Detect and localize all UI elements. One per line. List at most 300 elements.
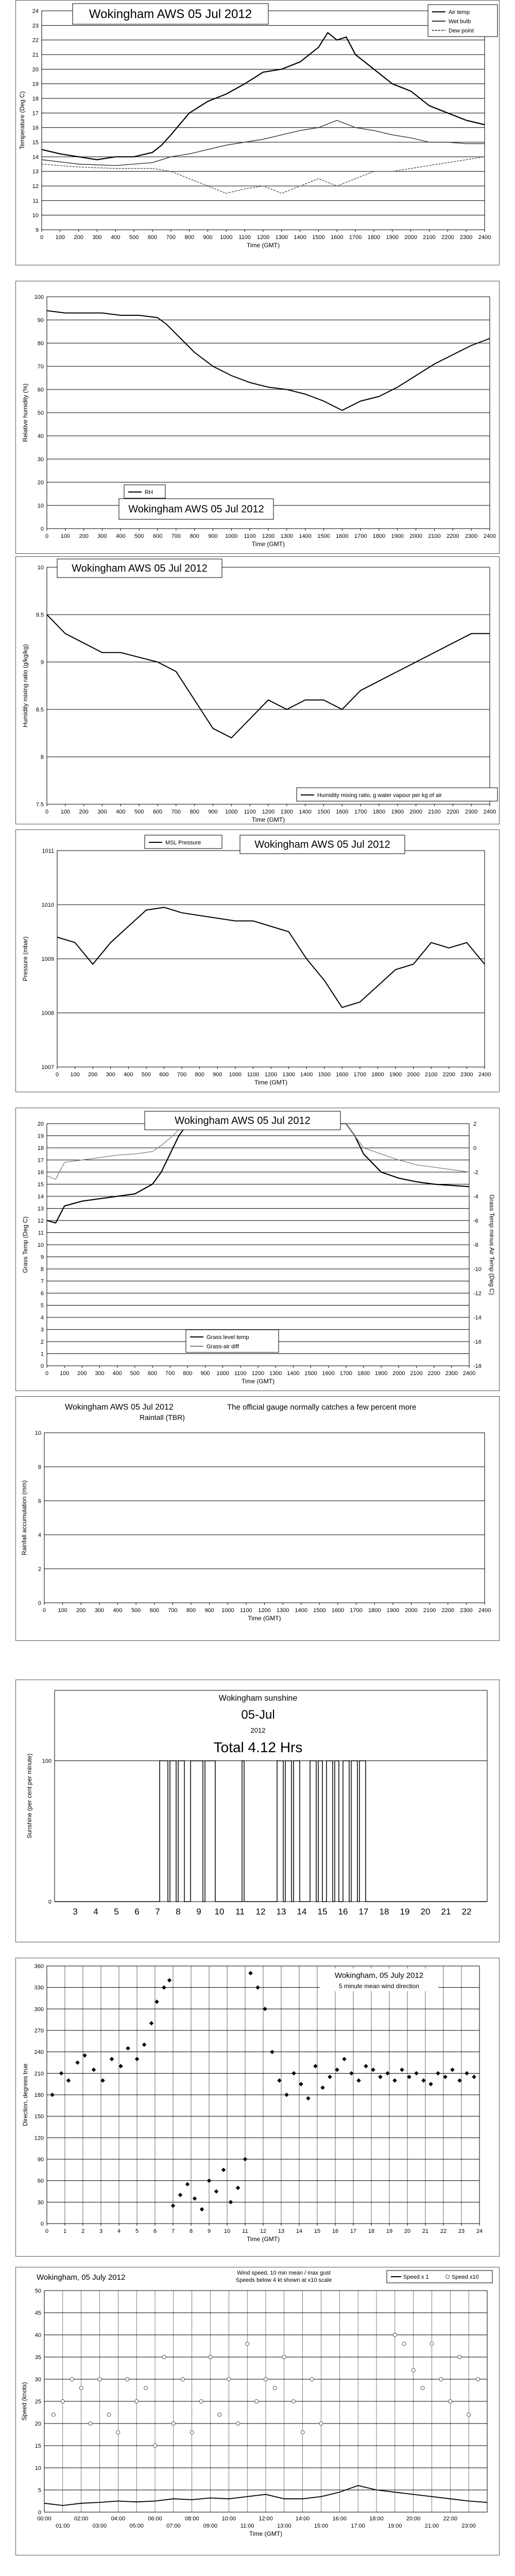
- x-tick-label: 13: [278, 2228, 285, 2234]
- x-tick-label: 100: [55, 234, 65, 241]
- y-tick-label: 0: [40, 526, 44, 532]
- y-tick-label: 120: [34, 2135, 44, 2142]
- x-tick-label: 1800: [372, 809, 386, 815]
- x-tick-label: 200: [76, 1607, 86, 1614]
- y-tick-label: 10: [37, 1242, 44, 1248]
- speed-x10-point: [70, 2378, 74, 2381]
- x-tick-label: 2300: [459, 234, 473, 241]
- y-tick-label: 10: [35, 1430, 41, 1436]
- speed-x10-point: [107, 2413, 111, 2416]
- x-tick-label: 2000: [392, 1370, 405, 1377]
- x-tick-label: 1000: [225, 533, 238, 539]
- speed-x10-point: [162, 2355, 166, 2359]
- x-tick-label: 400: [124, 1072, 133, 1078]
- y-tick-label: 18: [32, 96, 39, 102]
- x-tick-label: 06:00: [148, 2516, 162, 2522]
- x-tick-label: 18: [368, 2228, 375, 2234]
- x-tick-label: 1100: [238, 234, 251, 241]
- y2-tick-label: -16: [473, 1339, 482, 1345]
- y-axis-label: Pressure (mbar): [22, 936, 29, 981]
- x-tick-label: 1700: [354, 533, 367, 539]
- x-tick-label: 2100: [428, 809, 441, 815]
- y-tick-label: 10: [37, 503, 44, 509]
- x-tick-label: 800: [190, 809, 199, 815]
- x-tick-label: 10: [214, 1907, 225, 1917]
- plot-area: [44, 1433, 485, 1603]
- x-tick-label: 0: [45, 1370, 49, 1377]
- x-tick-label: 13: [276, 1907, 286, 1917]
- chart-title: Wokingham AWS 05 Jul 2012: [128, 503, 264, 515]
- x-tick-label: 1600: [331, 1607, 345, 1614]
- speed-x10-point: [449, 2400, 452, 2403]
- y-tick-label: 60: [37, 387, 44, 393]
- x-tick-label: 400: [111, 234, 121, 241]
- x-axis-label: Time (GMT): [251, 816, 285, 823]
- x-tick-label: 2400: [483, 809, 496, 815]
- x-tick-label: 23:00: [461, 2523, 476, 2529]
- x-tick-label: 1000: [221, 1607, 234, 1614]
- legend-entry: Speed x 1: [403, 2274, 429, 2280]
- x-axis-label: Time (GMT): [248, 1615, 281, 1622]
- x-tick-label: 700: [177, 1072, 187, 1078]
- speed-x10-point: [61, 2400, 64, 2403]
- chart-year: 2012: [250, 1726, 266, 1734]
- x-tick-label: 7: [155, 1907, 160, 1917]
- x-tick-label: 1900: [391, 533, 404, 539]
- y2-tick-label: -4: [473, 1194, 478, 1200]
- x-tick-label: 2400: [483, 533, 496, 539]
- rainfall-chart: [15, 1396, 500, 1641]
- x-tick-label: 14:00: [295, 2516, 310, 2522]
- x-tick-label: 700: [171, 809, 181, 815]
- x-tick-label: 6: [153, 2228, 157, 2234]
- x-tick-label: 1300: [276, 1607, 289, 1614]
- mixing-ratio-chart-svg: [16, 557, 500, 825]
- x-tick-label: 12:00: [259, 2516, 273, 2522]
- y-axis-label: Temperature (Deg C): [19, 91, 26, 149]
- sunshine-chart: [15, 1680, 500, 1942]
- y-tick-label: 8: [38, 1464, 41, 1470]
- x-tick-label: 2000: [409, 533, 422, 539]
- x-tick-label: 1300: [280, 809, 294, 815]
- y-tick-label: 5: [40, 1302, 44, 1309]
- x-axis-label: Time (GMT): [249, 2530, 283, 2537]
- speed-x10-point: [144, 2386, 148, 2390]
- y-tick-label: 1009: [41, 956, 54, 962]
- x-tick-label: 03:00: [92, 2523, 107, 2529]
- x-tick-label: 21: [441, 1907, 451, 1917]
- x-tick-label: 08:00: [184, 2516, 199, 2522]
- y-tick-label: 30: [37, 456, 44, 463]
- y-tick-label: 15: [32, 140, 39, 146]
- x-tick-label: 14: [296, 2228, 303, 2234]
- x-tick-label: 1600: [322, 1370, 335, 1377]
- wind-speed-chart: [15, 2267, 500, 2555]
- x-tick-label: 4: [117, 2228, 121, 2234]
- x-tick-label: 09:00: [203, 2523, 218, 2529]
- x-tick-label: 900: [200, 1370, 210, 1377]
- y-tick-label: 9: [40, 1254, 44, 1261]
- x-tick-label: 21:00: [424, 2523, 439, 2529]
- speed-x10-point: [282, 2355, 286, 2359]
- x-tick-label: 500: [129, 234, 139, 241]
- y-tick-label: 1011: [42, 848, 54, 854]
- y-tick-label: 6: [40, 1291, 44, 1297]
- x-tick-label: 13:00: [277, 2523, 291, 2529]
- x-tick-label: 1500: [317, 809, 330, 815]
- x-tick-label: 18:00: [369, 2516, 384, 2522]
- x-tick-label: 22: [461, 1907, 472, 1917]
- x-tick-label: 5: [135, 2228, 139, 2234]
- x-tick-label: 1900: [386, 1607, 400, 1614]
- y-tick-label: 8.5: [36, 707, 44, 713]
- x-tick-label: 11: [242, 2228, 248, 2234]
- x-tick-label: 900: [213, 1072, 222, 1078]
- chart-title: Wokingham AWS 05 Jul 2012: [175, 1115, 311, 1127]
- y-axis-label: Sunshine (per cent per minute): [26, 1753, 33, 1839]
- y-tick-label: 20: [32, 66, 39, 73]
- x-tick-label: 700: [166, 234, 176, 241]
- y-tick-label: 6: [38, 1498, 41, 1504]
- y-tick-label: 20: [37, 480, 44, 486]
- wind-direction-chart: [15, 1958, 500, 2257]
- speed-x10-point: [153, 2444, 157, 2448]
- y-tick-label: 300: [34, 2006, 44, 2013]
- y-tick-label: 13: [32, 168, 39, 175]
- x-tick-label: 1900: [389, 1072, 402, 1078]
- x-tick-label: 1100: [240, 1607, 252, 1614]
- speed-x10-point: [135, 2400, 139, 2403]
- y-tick-label: 30: [35, 2377, 41, 2383]
- y-tick-label: 360: [34, 1963, 44, 1970]
- x-tick-label: 2100: [423, 1607, 436, 1614]
- speed-x10-point: [411, 2368, 415, 2372]
- x-tick-label: 1800: [357, 1370, 370, 1377]
- y-tick-label: 9.5: [36, 612, 44, 618]
- x-tick-label: 500: [141, 1072, 151, 1078]
- x-tick-label: 1100: [244, 533, 256, 539]
- x-tick-label: 1800: [367, 234, 381, 241]
- y2-tick-label: -14: [473, 1315, 482, 1321]
- y-tick-label: 18: [37, 1145, 44, 1151]
- plot-area: [42, 11, 485, 230]
- x-tick-label: 00:00: [37, 2516, 52, 2522]
- pressure-chart-svg: [16, 830, 500, 1093]
- x-tick-label: 1700: [350, 1607, 363, 1614]
- x-tick-label: 17: [358, 1907, 369, 1917]
- y-tick-label: 7: [40, 1278, 44, 1285]
- x-tick-label: 1700: [354, 809, 367, 815]
- wind-direction-chart-svg: [16, 1958, 500, 2257]
- speed-x10-point: [246, 2342, 249, 2346]
- x-tick-label: 700: [171, 533, 181, 539]
- x-tick-label: 5: [114, 1907, 119, 1917]
- x-tick-label: 1700: [349, 234, 362, 241]
- x-tick-label: 100: [59, 1370, 70, 1377]
- x-tick-label: 500: [134, 533, 144, 539]
- x-tick-label: 500: [131, 1607, 141, 1614]
- x-tick-label: 1100: [234, 1370, 247, 1377]
- y-tick-label: 1: [40, 1351, 44, 1358]
- x-tick-label: 2000: [407, 1072, 420, 1078]
- x-tick-label: 1800: [368, 1607, 381, 1614]
- y-tick-label: 1010: [41, 902, 54, 908]
- legend-entry: Grass-air diff: [207, 1344, 239, 1350]
- x-tick-label: 0: [45, 533, 49, 539]
- x-tick-label: 1300: [280, 533, 294, 539]
- x-tick-label: 1500: [317, 533, 330, 539]
- y-tick-label: 11: [32, 198, 39, 205]
- x-tick-label: 0: [55, 1072, 59, 1078]
- y-tick-label: 9: [40, 659, 44, 666]
- x-tick-label: 900: [208, 533, 218, 539]
- y-tick-label: 330: [34, 1985, 44, 1991]
- y2-tick-label: 2: [473, 1121, 477, 1127]
- x-tick-label: 2000: [404, 234, 417, 241]
- x-tick-label: 1200: [262, 809, 275, 815]
- legend-entry: Dew point: [449, 28, 474, 34]
- speed-x10-point: [402, 2342, 406, 2346]
- y-tick-label: 180: [34, 2092, 44, 2098]
- legend-entry: Grass level temp: [207, 1334, 249, 1341]
- speed-x10-point: [190, 2431, 194, 2434]
- x-tick-label: 0: [40, 234, 44, 241]
- x-tick-label: 1600: [336, 533, 349, 539]
- x-tick-label: 23: [458, 2228, 465, 2234]
- chart-title: Wokingham AWS 05 Jul 2012: [65, 1403, 174, 1412]
- speed-x10-point: [255, 2400, 259, 2403]
- x-tick-label: 1500: [312, 234, 325, 241]
- x-tick-label: 16: [338, 1907, 348, 1917]
- x-tick-label: 1100: [244, 809, 256, 815]
- x-tick-label: 400: [113, 1607, 123, 1614]
- rainfall-chart-svg: [16, 1397, 500, 1641]
- x-tick-label: 2300: [465, 809, 478, 815]
- plot-area: [55, 1690, 487, 1902]
- y2-tick-label: -12: [473, 1291, 482, 1297]
- chart-annotation: The official gauge normally catches a few percent more: [227, 1403, 417, 1412]
- x-tick-label: 1900: [386, 234, 399, 241]
- speed-x10-point: [476, 2378, 480, 2381]
- x-tick-label: 11:00: [240, 2523, 254, 2529]
- speed-x10-point: [421, 2386, 424, 2390]
- speed-x10-point: [393, 2333, 397, 2337]
- x-tick-label: 2000: [405, 1607, 418, 1614]
- x-tick-label: 0: [45, 2228, 49, 2234]
- speed-x10-point: [52, 2413, 55, 2416]
- x-tick-label: 1000: [220, 234, 233, 241]
- mixing-ratio-chart: [15, 556, 500, 824]
- x-tick-label: 1: [63, 2228, 67, 2234]
- x-tick-label: 1400: [299, 809, 312, 815]
- x-tick-label: 1900: [374, 1370, 388, 1377]
- y-tick-label: 8: [40, 754, 44, 760]
- speed-x10-point: [181, 2378, 184, 2381]
- pressure-chart: [15, 829, 500, 1092]
- x-tick-label: 200: [79, 533, 89, 539]
- x-tick-label: 300: [92, 234, 102, 241]
- x-tick-label: 2400: [462, 1370, 476, 1377]
- x-tick-label: 1200: [256, 234, 270, 241]
- x-tick-label: 1600: [336, 809, 349, 815]
- x-tick-label: 100: [60, 533, 71, 539]
- y-tick-label: 50: [37, 410, 44, 416]
- y-tick-label: 21: [32, 52, 39, 58]
- x-tick-label: 2300: [460, 1607, 473, 1614]
- speed-x10-point: [273, 2386, 277, 2390]
- chart-subtitle: 5 minute mean wind direction: [338, 1982, 420, 1990]
- y-tick-label: 20: [37, 1121, 44, 1127]
- y-tick-label: 12: [37, 1218, 44, 1224]
- x-tick-label: 19: [386, 2228, 393, 2234]
- y-tick-label: 100: [34, 294, 44, 300]
- x-tick-label: 2300: [445, 1370, 458, 1377]
- x-tick-label: 800: [186, 1607, 196, 1614]
- x-tick-label: 1500: [318, 1072, 331, 1078]
- y-tick-label: 14: [37, 1194, 44, 1200]
- x-tick-label: 2300: [460, 1072, 473, 1078]
- x-tick-label: 2200: [441, 234, 454, 241]
- chart-title: Wokingham, 05 July 2012: [334, 1971, 424, 1980]
- speed-x10-point: [310, 2378, 314, 2381]
- x-tick-label: 900: [208, 809, 218, 815]
- chart-title: Wokingham, 05 July 2012: [37, 2273, 126, 2282]
- x-tick-label: 3: [73, 1907, 78, 1917]
- legend-entry: Air temp: [449, 9, 470, 15]
- y-tick-label: 1007: [41, 1064, 54, 1071]
- x-axis-label: Time (GMT): [251, 540, 285, 548]
- speed-x10-point: [467, 2413, 471, 2416]
- x-tick-label: 400: [112, 1370, 122, 1377]
- y-tick-label: 0: [40, 1363, 44, 1369]
- x-tick-label: 700: [168, 1607, 178, 1614]
- x-tick-label: 11: [235, 1907, 245, 1917]
- x-tick-label: 14: [297, 1907, 307, 1917]
- x-tick-label: 0: [45, 809, 49, 815]
- y2-tick-label: -10: [473, 1266, 482, 1273]
- x-tick-label: 600: [159, 1072, 169, 1078]
- x-tick-label: 12: [255, 1907, 266, 1917]
- y-tick-label: 9: [35, 227, 39, 233]
- x-tick-label: 1000: [216, 1370, 229, 1377]
- x-tick-label: 1600: [331, 234, 344, 241]
- speed-x10-point: [218, 2413, 221, 2416]
- x-tick-label: 700: [165, 1370, 175, 1377]
- x-tick-label: 2100: [428, 533, 441, 539]
- y-tick-label: 15: [37, 1181, 44, 1188]
- x-tick-label: 2400: [478, 234, 491, 241]
- x-tick-label: 400: [116, 809, 126, 815]
- y-tick-label: 0: [40, 2221, 44, 2227]
- legend-entry: Humidity mixing ratio, g water vapour per kg of air: [317, 792, 442, 799]
- x-tick-label: 15: [314, 2228, 321, 2234]
- x-tick-label: 2100: [410, 1370, 423, 1377]
- x-tick-label: 600: [147, 1370, 158, 1377]
- x-tick-label: 900: [203, 234, 213, 241]
- legend-entry: MSL Pressure: [165, 840, 201, 846]
- x-tick-label: 600: [152, 533, 163, 539]
- x-tick-label: 2400: [478, 1607, 491, 1614]
- y-tick-label: 10: [35, 2465, 41, 2471]
- speed-x10-point: [79, 2386, 83, 2390]
- y-tick-label: 100: [42, 1758, 52, 1765]
- speed-x10-point: [319, 2422, 323, 2426]
- y-tick-label: 0: [38, 1600, 41, 1606]
- x-tick-label: 300: [106, 1072, 115, 1078]
- y-tick-label: 45: [35, 2310, 41, 2316]
- y-tick-label: 210: [34, 2071, 44, 2077]
- x-tick-label: 16: [332, 2228, 339, 2234]
- y-tick-label: 17: [37, 1157, 44, 1164]
- y-axis-label: Relative humidity (%): [22, 383, 29, 442]
- grass-temp-chart: [15, 1108, 500, 1391]
- y-tick-label: 35: [35, 2354, 41, 2361]
- y-tick-label: 24: [32, 8, 39, 14]
- x-tick-label: 2200: [441, 1607, 454, 1614]
- x-tick-label: 1400: [300, 1072, 313, 1078]
- x-tick-label: 1200: [258, 1607, 271, 1614]
- y-tick-label: 90: [37, 2157, 44, 2163]
- x-tick-label: 1700: [353, 1072, 367, 1078]
- speed-x10-point: [430, 2342, 434, 2346]
- x-tick-label: 19:00: [388, 2523, 402, 2529]
- x-tick-label: 1200: [264, 1072, 278, 1078]
- y-tick-label: 10: [37, 565, 44, 571]
- sunshine-chart-svg: [16, 1680, 500, 1943]
- y-tick-label: 5: [38, 2487, 41, 2494]
- speed-x10-point: [126, 2378, 129, 2381]
- x-tick-label: 2: [81, 2228, 85, 2234]
- x-tick-label: 24: [476, 2228, 483, 2234]
- y-tick-label: 8: [40, 1266, 44, 1273]
- speed-x10-point: [209, 2355, 212, 2359]
- x-tick-label: 22: [440, 2228, 447, 2234]
- humidity-chart: [15, 281, 500, 554]
- grass-temp-chart-svg: [16, 1108, 500, 1392]
- y-tick-label: 90: [37, 317, 44, 324]
- x-tick-label: 20:00: [406, 2516, 421, 2522]
- y-tick-label: 240: [34, 2049, 44, 2056]
- y-tick-label: 12: [32, 183, 39, 190]
- x-tick-label: 20: [420, 1907, 431, 1917]
- chart-subtitle: 05-Jul: [241, 1708, 275, 1722]
- y-tick-label: 70: [37, 364, 44, 370]
- x-tick-label: 3: [99, 2228, 103, 2234]
- y-tick-label: 60: [37, 2178, 44, 2184]
- x-tick-label: 18: [379, 1907, 389, 1917]
- y-tick-label: 7.5: [36, 802, 44, 808]
- x-tick-label: 2100: [425, 1072, 438, 1078]
- x-tick-label: 1400: [294, 234, 306, 241]
- x-tick-label: 1600: [336, 1072, 349, 1078]
- x-tick-label: 1400: [299, 533, 312, 539]
- x-tick-label: 2200: [442, 1072, 456, 1078]
- x-tick-label: 05:00: [129, 2523, 144, 2529]
- y-tick-label: 11: [38, 1230, 44, 1236]
- x-tick-label: 800: [183, 1370, 193, 1377]
- x-tick-label: 20: [404, 2228, 411, 2234]
- y-tick-label: 19: [32, 81, 39, 88]
- x-tick-label: 1800: [372, 533, 386, 539]
- temperature-chart: [15, 0, 500, 265]
- x-tick-label: 2300: [465, 533, 478, 539]
- y-tick-label: 13: [37, 1206, 44, 1212]
- y-axis-label: Direction, degrees true: [22, 2063, 29, 2126]
- x-tick-label: 10:00: [221, 2516, 236, 2522]
- x-tick-label: 2200: [447, 809, 459, 815]
- y-tick-label: 4: [38, 1532, 41, 1538]
- x-tick-label: 8: [176, 1907, 181, 1917]
